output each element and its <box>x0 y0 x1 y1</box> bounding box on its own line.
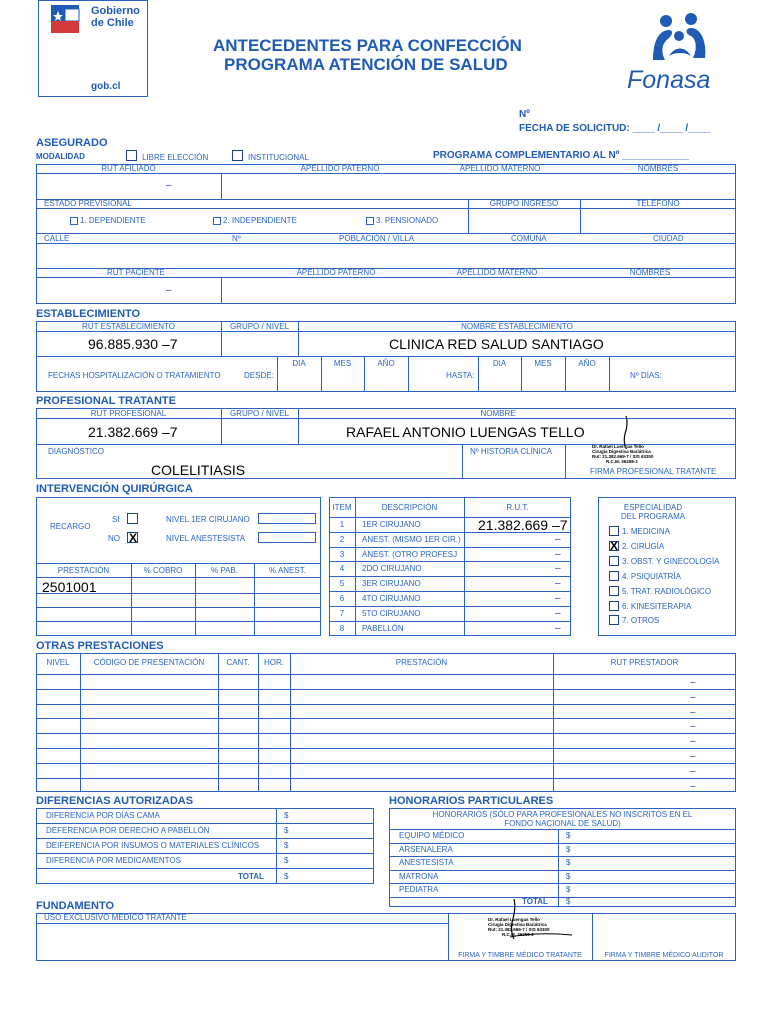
item-number: 5 <box>339 579 345 589</box>
honorario-label: EQUIPO MÉDICO <box>399 831 465 840</box>
independiente-checkbox[interactable] <box>213 217 221 225</box>
diferencias-total-currency: $ <box>284 872 289 881</box>
rut-paciente-header: RUT PACIENTE <box>107 268 165 277</box>
paciente-ap-materno-header: APELLIDO MATERNO <box>456 268 538 277</box>
especialidad-checkbox[interactable] <box>609 601 619 611</box>
fundamento-text-area[interactable] <box>37 924 447 960</box>
diferencia-label: DIFERENCIA POR MEDICAMENTOS <box>46 856 181 865</box>
recargo-label: RECARGO <box>50 522 91 531</box>
recargo-no-checkbox[interactable] <box>127 532 138 543</box>
nombres-header: NOMBRES <box>637 164 679 173</box>
otras-row-line <box>36 763 736 764</box>
diferencias-row-line <box>36 823 374 824</box>
diferencias-total-label: TOTAL <box>238 872 264 881</box>
rut-paciente-dash[interactable]: – <box>166 285 172 296</box>
otras-row-line <box>36 689 736 690</box>
items-row-line <box>329 576 571 577</box>
items-row-line <box>329 606 571 607</box>
honorario-currency[interactable]: $ <box>566 871 571 881</box>
ciudad-header: CIUDAD <box>653 234 684 243</box>
items-row-line <box>329 547 571 548</box>
item-rut-dash[interactable]: – <box>555 607 561 619</box>
poblacion-header: POBLACIÓN / VILLA <box>339 234 415 243</box>
honorario-label: PEDIATRA <box>399 885 439 895</box>
gov-name-1: Gobierno <box>91 5 140 17</box>
ap-paterno-header: APELLIDO PATERNO <box>300 164 380 173</box>
item-rut-dash[interactable]: – <box>555 563 561 575</box>
profesional-nombre-value[interactable]: RAFAEL ANTONIO LUENGAS TELLO <box>346 424 585 440</box>
libre-eleccion-checkbox[interactable] <box>126 150 137 161</box>
recargo-no-x: X <box>129 531 138 545</box>
item-rut-dash[interactable]: – <box>555 622 561 634</box>
prestacion-col-header: PRESTACIÓN <box>395 658 448 667</box>
gov-logo-box <box>38 0 148 97</box>
fonasa-family-icon <box>639 12 719 64</box>
otras-row-line <box>36 748 736 749</box>
item-description: 5TO CIRUJANO <box>362 608 421 618</box>
institucional-checkbox[interactable] <box>232 150 243 161</box>
stamp2-line-3: Rut: 21.382.669-7 / SIS 63300 <box>488 927 550 932</box>
signature-mark <box>616 414 636 448</box>
especialidad-checkbox[interactable] <box>609 538 619 553</box>
honorario-label: ARSENALERA <box>399 844 453 854</box>
institucional-label: INSTITUCIONAL <box>248 153 309 162</box>
especialidad-label: 4. PSIQUIATRÍA <box>622 571 681 581</box>
especialidad-label: 6. KINESITERAPIA <box>622 601 692 611</box>
rut-afiliado-dash[interactable]: – <box>166 180 172 191</box>
firma-tratante-label: FIRMA Y TIMBRE MÉDICO TRATANTE <box>458 952 582 959</box>
stamp-line-3: Rut: 21.382.669-7 / SIS 63300 <box>592 454 654 459</box>
hasta-dia-header: DIA <box>492 359 507 368</box>
item-number: 3 <box>339 549 345 559</box>
item-number: 8 <box>339 623 345 633</box>
programa-complementario: PROGRAMA COMPLEMENTARIO AL Nº ____________ <box>433 150 689 161</box>
especialidad-checkbox[interactable] <box>609 556 619 566</box>
nivel-header: NIVEL <box>46 658 70 667</box>
estado-previsional-header: ESTADO PREVISIONAL <box>44 199 132 208</box>
rut-prestador-header: RUT PRESTADOR <box>610 658 679 667</box>
item-number: 7 <box>339 608 345 618</box>
especialidad-label: 2. CIRUGÍA <box>622 541 665 551</box>
diferencia-label: DEFERENCIA POR DERECHO A PABELLÓN <box>46 826 210 835</box>
uso-exclusivo-label: USO EXCLUSIVO MÉDICO TRATANTE <box>44 913 187 922</box>
item-number: 1 <box>339 520 345 529</box>
section-honorarios: HONORARIOS PARTICULARES <box>389 795 554 807</box>
item-description: 1ER CIRUJANO <box>362 520 421 529</box>
especialidad-label: 5. TRAT. RADIOLÓGICO <box>622 586 712 596</box>
rut-prestador-dash[interactable]: – <box>690 751 696 762</box>
independiente-label: 2. INDEPENDIENTE <box>223 216 297 225</box>
stamp-line-4: R.C.M. 36258-2 <box>606 459 638 464</box>
rut-prestador-dash[interactable]: – <box>690 677 696 688</box>
section-otras-prestaciones: OTRAS PRESTACIONES <box>36 640 164 652</box>
diferencias-row-line <box>36 853 374 854</box>
honorario-currency[interactable]: $ <box>566 885 571 895</box>
item-rut-dash[interactable]: – <box>555 548 561 560</box>
item-description: ANEST. (OTRO PROFESJ <box>362 549 458 559</box>
otras-row-line <box>36 674 736 675</box>
signature-mark-2 <box>500 897 580 943</box>
nivel-cirujano-label: NIVEL 1ER CIRUJANO <box>166 515 250 524</box>
numero-header: Nº <box>232 234 241 243</box>
honorario-currency[interactable]: $ <box>566 844 571 854</box>
diferencias-row-line <box>36 868 374 869</box>
diferencia-currency[interactable]: $ <box>284 856 289 865</box>
item-rut-value[interactable]: 21.382.669 –7 <box>478 517 568 533</box>
item-description: PABELLÓN <box>362 623 404 633</box>
si-label: SI <box>112 515 120 524</box>
rut-profesional-header: RUT PROFESIONAL <box>90 409 167 418</box>
codigo-header: CÓDIGO DE PRESENTACIÓN <box>93 658 205 667</box>
modalidad-label: MODALIDAD <box>36 152 85 161</box>
cobro-header: % COBRO <box>143 566 183 575</box>
dependiente-checkbox[interactable] <box>70 217 78 225</box>
rut-prestador-dash[interactable]: – <box>690 706 696 718</box>
stamp-line-1: Dr. Rafael Luengas Tello <box>592 444 644 449</box>
honorarios-row-line <box>389 829 736 830</box>
ap-materno-header: APELLIDO MATERNO <box>459 164 541 173</box>
hasta-anio-header: AÑO <box>578 359 596 368</box>
rut-establecimiento-value[interactable]: 96.885.930 –7 <box>88 336 178 352</box>
rut-profesional-value[interactable]: 21.382.669 –7 <box>88 424 178 440</box>
section-asegurado: ASEGURADO <box>36 137 108 149</box>
item-number: 6 <box>339 594 345 603</box>
prestacion-header: PRESTACIÓN <box>57 566 110 575</box>
hasta-label: HASTA: <box>446 371 475 380</box>
rut-afiliado-header: RUT AFILIADO <box>101 164 156 173</box>
section-establecimiento: ESTABLECIMIENTO <box>36 308 141 320</box>
item-number: 2 <box>339 534 345 544</box>
section-diferencias: DIFERENCIAS AUTORIZADAS <box>36 795 194 807</box>
stamp-line-2: Cirugía Digestiva Bariátrica <box>592 449 651 454</box>
calle-header: CALLE <box>44 234 70 243</box>
dependiente-label: 1. DEPENDIENTE <box>80 216 146 225</box>
comuna-header: COMUNA <box>511 234 547 243</box>
honorario-currency[interactable]: $ <box>566 831 571 840</box>
numero-dias-label: Nº DIAS: <box>630 371 662 380</box>
otras-row-line <box>36 718 736 719</box>
rut-prestador-dash[interactable]: – <box>690 780 696 792</box>
gov-name-2: de Chile <box>91 17 134 29</box>
rut-prestador-dash[interactable]: – <box>690 691 696 703</box>
diferencia-label: DEIFERENCIA POR INSUMOS O MATERIALES CLÍNICOS <box>46 841 260 850</box>
cant-header: CANT. <box>226 658 250 667</box>
especialidad-checkbox[interactable] <box>609 526 619 536</box>
especialidad-checkbox[interactable] <box>609 615 619 625</box>
honorarios-row-line <box>389 883 736 884</box>
fonasa-wordmark: Fonasa <box>627 66 711 94</box>
items-row-line <box>329 561 571 562</box>
profesional-grupo-header: GRUPO / NIVEL <box>229 409 290 418</box>
rut-prestador-dash[interactable]: – <box>690 721 696 733</box>
libre-eleccion-label: LIBRE ELECCIÓN <box>142 153 209 162</box>
chile-shield-icon <box>45 5 85 35</box>
rut-prestador-dash[interactable]: – <box>690 765 696 777</box>
diagnostico-value[interactable]: COLELITIASIS <box>151 462 246 478</box>
recargo-si-checkbox[interactable] <box>127 513 138 524</box>
nivel-anestesista-field[interactable] <box>258 532 316 543</box>
especialidad-title-2: DEL PROGRAMA <box>620 512 686 521</box>
otras-row-line <box>36 704 736 705</box>
prestacion-codigo-value[interactable]: 2501001 <box>42 579 97 595</box>
honorario-label: MATRONA <box>399 871 439 881</box>
rut-header: R.U.T. <box>506 503 529 512</box>
section-fundamento: FUNDAMENTO <box>36 900 115 912</box>
hor-header: HOR. <box>264 658 284 667</box>
section-profesional: PROFESIONAL TRATANTE <box>36 395 176 407</box>
nombre-establecimiento-header: NOMBRE ESTABLECIMIENTO <box>461 322 573 331</box>
desde-anio-header: AÑO <box>377 359 395 368</box>
nivel-anestesista-label: NIVEL ANESTESISTA <box>166 534 246 543</box>
historia-clinica-header: Nº HISTORIA CLÍNICA <box>470 447 552 456</box>
honorario-currency[interactable]: $ <box>566 858 571 868</box>
especialidad-x: X <box>610 538 619 553</box>
honorarios-note-1: HONORARIOS (SÓLO PARA PROFESIONALES NO INSCRITOS EN EL <box>432 810 693 819</box>
item-header: ITEM <box>332 503 352 512</box>
fechas-hospitalizacion-label: FECHAS HOSPITALIZACIÓN O TRATAMIENTO <box>48 371 221 380</box>
honorarios-row-line <box>389 870 736 871</box>
item-description: 3ER CIRUJANO <box>362 579 421 589</box>
item-description: ANEST. (MISMO 1ER CIR.) <box>362 534 461 544</box>
paciente-ap-paterno-header: APELLIDO PATERNO <box>296 268 376 277</box>
honorarios-total-currency: $ <box>566 897 571 906</box>
stamp2-line-4: R.C.M. 36258-2 <box>502 932 534 937</box>
form-title-2: PROGRAMA ATENCIÓN DE SALUD <box>224 55 508 74</box>
diferencias-row-line <box>36 838 374 839</box>
fecha-solicitud: FECHA DE SOLICITUD: ____ /____ /____ <box>519 123 711 134</box>
diferencia-currency[interactable]: $ <box>284 826 289 835</box>
honorarios-note-2: FONDO NACIONAL DE SALUD) <box>504 819 621 828</box>
stamp2-line-1: Dr. Rafael Luengas Tello <box>488 917 540 922</box>
honorario-label: ANESTESISTA <box>399 858 454 868</box>
diferencia-currency[interactable]: $ <box>284 811 289 820</box>
item-description: 2DO CIRUJANO <box>362 564 422 574</box>
especialidad-label: 1. MEDICINA <box>622 527 671 536</box>
pab-header: % PAB. <box>211 566 238 575</box>
item-description: 4TO CIRUJANO <box>362 594 421 603</box>
descripcion-header: DESCRIPCIÓN <box>381 503 438 512</box>
numero-label: Nº <box>519 109 530 120</box>
especialidad-label: 7. OTROS <box>622 616 660 626</box>
grupo-ingreso-header: GRUPO INGRESO <box>489 199 559 208</box>
firma-auditor-label: FIRMA Y TIMBRE MÉDICO AUDITOR <box>604 952 724 959</box>
diferencia-currency[interactable]: $ <box>284 841 289 850</box>
nombre-establecimiento-value[interactable]: CLINICA RED SALUD SANTIAGO <box>389 336 604 352</box>
form-title-1: ANTECEDENTES PARA CONFECCIÓN <box>213 36 522 55</box>
doctor-stamp <box>592 444 672 464</box>
otras-row-line <box>36 778 736 779</box>
especialidad-checkbox[interactable] <box>609 586 619 596</box>
especialidad-title-1: ESPECIALIDAD <box>623 503 683 512</box>
section-intervencion: INTERVENCIÓN QUIRÚRGICA <box>36 483 193 495</box>
diagnostico-header: DIAGNÓSTICO <box>48 447 105 456</box>
rut-establecimiento-header: RUT ESTABLECIMIENTO <box>82 322 175 331</box>
desde-label: DESDE: <box>244 371 274 380</box>
pensionado-label: 3. PENSIONADO <box>376 216 439 225</box>
paciente-nombres-header: NOMBRES <box>629 268 671 277</box>
item-rut-dash[interactable]: – <box>555 533 561 545</box>
pensionado-checkbox[interactable] <box>366 217 374 225</box>
items-row-line <box>329 591 571 592</box>
especialidad-label: 3. OBST. Y GINECOLOGÍA <box>622 556 720 566</box>
nivel-cirujano-field[interactable] <box>258 513 316 524</box>
grupo-nivel-header: GRUPO / NIVEL <box>229 322 290 331</box>
desde-mes-header: MES <box>333 359 352 368</box>
item-number: 4 <box>339 564 345 574</box>
firma-profesional-label: FIRMA PROFESIONAL TRATANTE <box>590 467 717 476</box>
honorarios-total-label: TOTAL <box>522 897 548 906</box>
gov-url: gob.cl <box>91 81 121 92</box>
honorarios-row-line <box>389 843 736 844</box>
hasta-mes-header: MES <box>534 359 552 368</box>
telefono-header: TELÉFONO <box>636 199 680 208</box>
items-row-line <box>329 532 571 533</box>
items-row-line <box>329 621 571 622</box>
diferencia-label: DIFERENCIA POR DÍAS CAMA <box>46 811 160 820</box>
item-rut-dash[interactable]: – <box>555 578 561 590</box>
fonasa-logo <box>625 12 735 97</box>
honorarios-row-line <box>389 856 736 857</box>
especialidad-checkbox[interactable] <box>609 571 619 581</box>
desde-dia-header: DIA <box>292 359 306 368</box>
no-label: NO <box>108 534 120 543</box>
rut-prestador-dash[interactable]: – <box>690 736 696 748</box>
stamp2-line-2: Cirugía Digestiva Bariátrica <box>488 922 547 927</box>
otras-row-line <box>36 733 736 734</box>
anest-header: % ANEST. <box>269 566 306 575</box>
item-rut-dash[interactable]: – <box>555 593 561 604</box>
profesional-nombre-header: NOMBRE <box>480 409 516 418</box>
